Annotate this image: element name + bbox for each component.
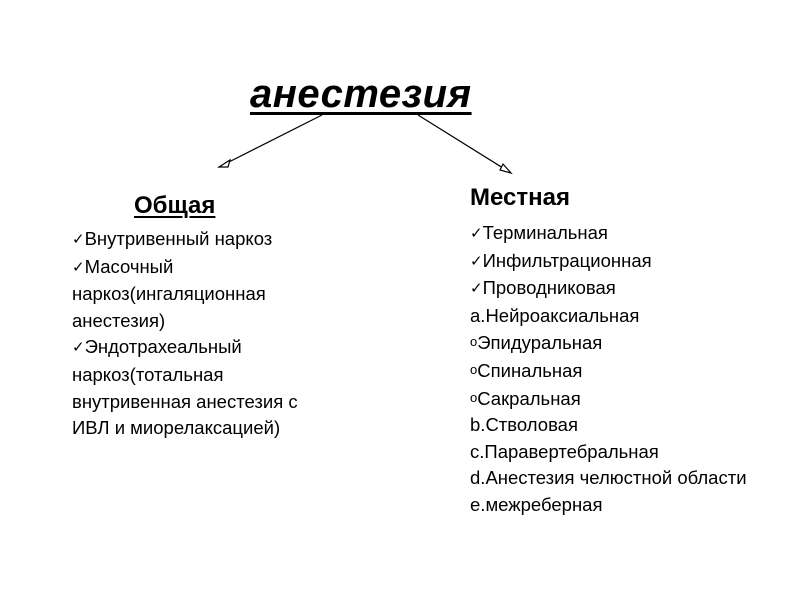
list-item: oСакральная	[470, 385, 790, 413]
list-item: ✓Внутривенный наркоз	[72, 226, 322, 254]
circle-bullet-icon: o	[470, 334, 478, 350]
list-item: oЭпидуральная	[470, 329, 790, 357]
arrowhead-general	[219, 160, 230, 167]
list-item: a.Нейроаксиальная	[470, 304, 640, 326]
circle-bullet-icon: o	[470, 389, 478, 405]
list-item: e.межреберная	[470, 493, 603, 515]
diagram-title: анестезия	[250, 72, 472, 116]
list-item: oСпинальная	[470, 357, 790, 385]
list-item: ✓Масочный наркоз(ингаляционная анестезия)	[72, 255, 266, 331]
arrow-to-general	[219, 115, 322, 167]
checkmark-icon: ✓	[72, 258, 85, 276]
list-letter: c.	[470, 440, 485, 462]
arrowhead-local	[500, 164, 511, 173]
checkmark-icon: ✓	[470, 280, 483, 298]
local-anesthesia-heading: Местная	[470, 184, 570, 211]
checkmark-icon: ✓	[470, 225, 483, 242]
list-item: ✓Проводниковая	[470, 275, 790, 303]
list-item: ✓Инфильтрационная	[470, 248, 790, 276]
list-item: b.Стволовая	[470, 414, 578, 436]
checkmark-icon: ✓	[470, 252, 483, 270]
list-item: d.Анестезия челюстной области	[470, 467, 747, 489]
arrow-to-local	[418, 115, 511, 173]
list-item: ✓Эндотрахеальный наркоз(тотальная внутривенная анестезия с ИВЛ и миорелаксацией)	[72, 336, 298, 439]
general-anesthesia-list	[72, 226, 322, 442]
list-item: ✓Терминальная	[470, 220, 790, 248]
list-letter: d.	[470, 467, 486, 489]
checkmark-icon: ✓	[72, 339, 85, 357]
list-letter: b.	[470, 414, 486, 436]
checkmark-icon: ✓	[72, 231, 85, 248]
list-item: c.Паравертебральная	[470, 440, 659, 462]
list-letter: e.	[470, 493, 486, 515]
list-letter: a.	[470, 304, 486, 326]
circle-bullet-icon: o	[470, 361, 478, 377]
local-anesthesia-list	[470, 220, 790, 519]
general-anesthesia-heading: Общая	[134, 192, 216, 219]
